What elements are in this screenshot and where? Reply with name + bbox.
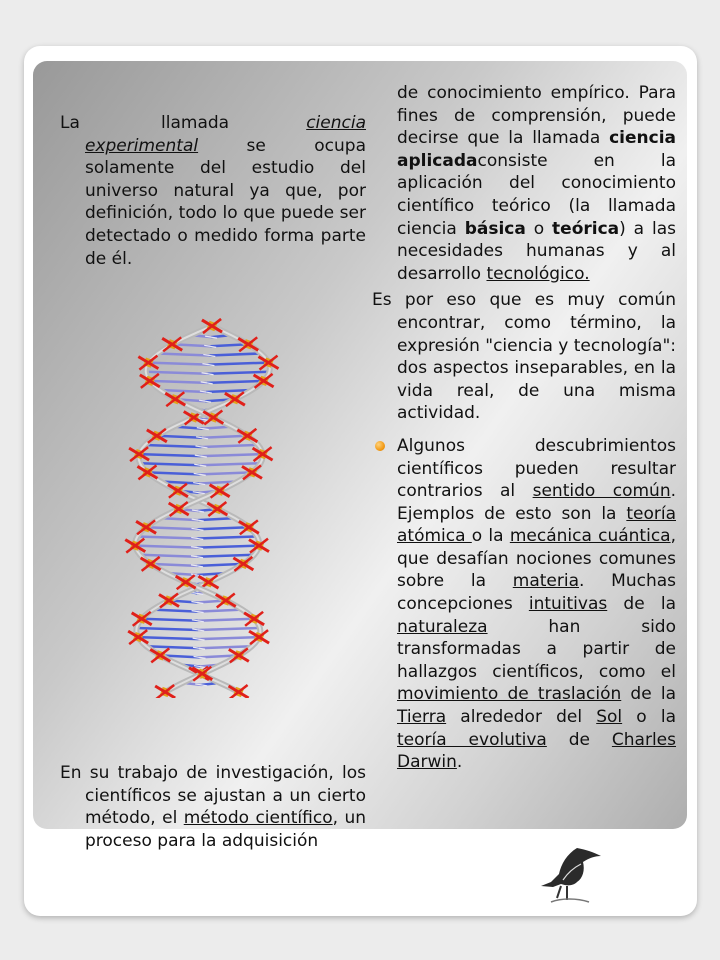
p3-text-5: . Muchas concepciones bbox=[397, 571, 676, 615]
teoria-evolutiva-link[interactable]: teoría evolutiva bbox=[397, 729, 547, 750]
right-bullet-paragraph bbox=[372, 435, 676, 774]
intuitivas-link[interactable]: intuitivas bbox=[528, 594, 608, 615]
naturaleza-link[interactable]: naturaleza bbox=[397, 616, 488, 637]
basica-term: básica bbox=[464, 218, 526, 239]
left-bottom-paragraph bbox=[60, 762, 366, 852]
tecnologico-link[interactable]: tecnológico. bbox=[486, 263, 590, 284]
p3-text-12: . bbox=[456, 752, 463, 773]
p3-text-7: han sido transformadas a partir de hallazgos científicos, como el bbox=[397, 616, 676, 682]
left-bottom-text-2: , un proceso para la adquisición bbox=[85, 808, 366, 851]
sol-link[interactable]: Sol bbox=[596, 707, 623, 728]
left-top-paragraph bbox=[60, 112, 366, 270]
p3-text-6: de la bbox=[607, 594, 676, 615]
metodo-cientifico-link[interactable]: método científico bbox=[183, 808, 333, 829]
ciencia-experimental-link[interactable]: ciencia experimental bbox=[85, 113, 366, 156]
materia-link[interactable]: materia bbox=[512, 571, 579, 592]
bird-logo-icon bbox=[537, 846, 603, 904]
movimiento-de-traslacion-link[interactable]: movimiento de traslación bbox=[397, 684, 622, 705]
p1-text-4: ) a las necesidades humanas y al desarrollo bbox=[397, 218, 676, 284]
p3-text-3: o la bbox=[471, 526, 510, 547]
word-la: La bbox=[60, 113, 80, 133]
p3-text-9: alrededor del bbox=[446, 707, 597, 728]
right-paragraph-2: Es por eso que es muy común encontrar, como término, la expresión "ciencia y tecnología": dos aspectos inseparables, en la vida real, de una misma actividad. bbox=[372, 290, 676, 424]
p3-text-8: de la bbox=[621, 684, 676, 705]
p1-text-2: consiste en la aplicación del conocimiento científico teórico (la llamada ciencia bbox=[397, 150, 676, 239]
left-top-rest: se ocupa solamente del estudio del universo natural ya que, por definición, todo lo que puede ser detectado o medido forma parte de él. bbox=[85, 135, 366, 269]
right-column bbox=[372, 82, 676, 774]
p3-text-10: o la bbox=[622, 707, 676, 728]
p1-text-1: de conocimiento empírico. Para fines de comprensión, puede decirse que la llamada bbox=[397, 83, 676, 149]
tierra-link[interactable]: Tierra bbox=[397, 707, 447, 728]
bullet-icon bbox=[375, 441, 385, 451]
sentido-comun-link[interactable]: sentido común bbox=[532, 481, 671, 502]
teorica-term: teórica bbox=[552, 218, 620, 239]
mecanica-cuantica-link[interactable]: mecánica cuántica bbox=[509, 526, 671, 547]
p3-text-1: Algunos descubrimientos científicos pueden resultar contrarios al bbox=[397, 435, 676, 502]
word-llamada: llamada bbox=[161, 113, 230, 133]
dna-molecule-image bbox=[112, 318, 312, 698]
left-bottom-text-1: En su trabajo de investigación, los científicos se ajustan a un cierto método, el bbox=[60, 763, 366, 829]
p3-text-2: . Ejemplos de esto son la bbox=[397, 481, 676, 524]
right-paragraph-1 bbox=[372, 82, 676, 285]
ciencia-aplicada-term: ciencia aplicada bbox=[397, 128, 676, 171]
p3-text-4: , que desafían nociones comunes sobre la bbox=[397, 526, 676, 592]
p1-text-3: o bbox=[525, 218, 553, 239]
teoria-atomica-link[interactable]: teoría atómica bbox=[397, 503, 676, 547]
charles-darwin-link[interactable]: Charles Darwin bbox=[397, 729, 676, 773]
p3-text-11: de bbox=[546, 729, 612, 750]
